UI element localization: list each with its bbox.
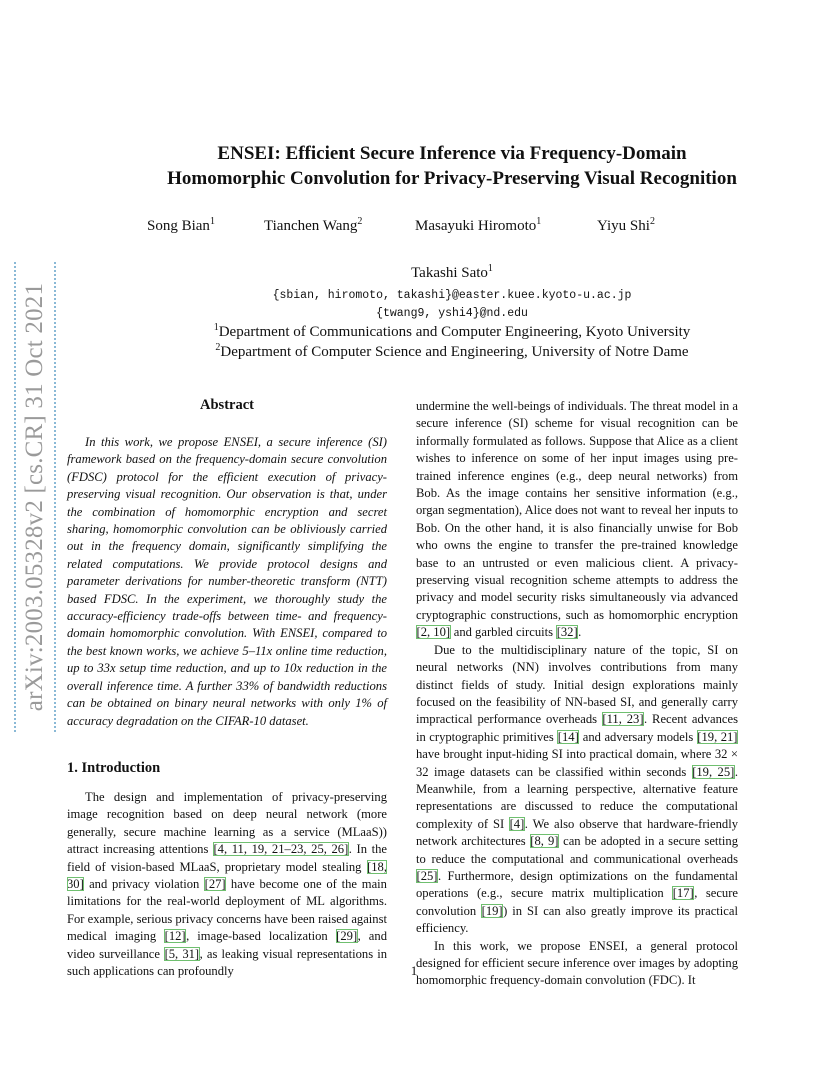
citation-link[interactable]: [17] bbox=[672, 886, 694, 901]
abstract-text bbox=[67, 434, 387, 730]
email-line-2[interactable]: {twang9, yshi4}@nd.edu bbox=[376, 307, 528, 320]
citation-link[interactable]: [32] bbox=[556, 625, 578, 640]
affiliation-2: $^2$Department of Computer Science and Engineering, University of Notre Dame bbox=[215, 342, 689, 360]
affiliation-1: $^1$Department of Communications and Computer Engineering, Kyoto University bbox=[213, 322, 691, 340]
author-2: Tianchen Wang$^2$ bbox=[264, 216, 363, 234]
author-5: Takashi Sato$^1$ bbox=[411, 263, 493, 281]
citation-link[interactable]: [12] bbox=[164, 929, 186, 944]
email-line-1[interactable]: {sbian, hiromoto, takashi}@easter.kuee.kyoto-u.ac.jp bbox=[272, 289, 632, 302]
intro-paragraph-3: In this work, we propose ENSEI, a general protocol designed for efficient secure inference over images by adopting homomorphic frequency-domain convolution (FDC). It bbox=[416, 938, 738, 988]
section-heading-introduction: 1. Introduction bbox=[67, 760, 161, 776]
arxiv-id[interactable]: arXiv:2003.05328v2 [cs.CR] 31 Oct 2021 bbox=[21, 282, 48, 712]
author-1: Song Bian$^1$ bbox=[147, 216, 215, 234]
citation-link[interactable]: [14] bbox=[557, 729, 579, 744]
intro-paragraph-1-cont: undermine the well-beings of individuals. The threat model in a secure inference (SI) scheme for visual recognition can be informally formulated as follows. Suppose that Alice as a client wishes to inference on some of her input images using pre-trained inference engines (e.g., deep neural networks) from Bob. As the image contains her sensitive information (e.g., organ segmentation), Alice does not want to reveal her inputs to Bob. On the other hand, it is also financially unwise for Bob who owns the engine to transfer the pre-trained knowledge base to an untrusted or even malicious client. A privacy-preserving visual recognition scheme attempts to address the privacy and model security risks simultaneously via advanced cryptographic constructions, such as homomorphic encryption [2, 10] and garbled circuits [32]. bbox=[416, 399, 738, 640]
abstract-heading: Abstract bbox=[200, 397, 254, 413]
citation-link[interactable]: [4, 11, 19, 21–23, 25, 26] bbox=[213, 842, 349, 857]
citation-link[interactable]: [27] bbox=[204, 877, 226, 892]
citation-link[interactable]: [19, 21] bbox=[697, 729, 738, 744]
author-4: Yiyu Shi$^2$ bbox=[597, 216, 655, 234]
paper-title bbox=[100, 141, 804, 191]
citation-link[interactable]: [11, 23] bbox=[602, 712, 644, 727]
citation-link[interactable]: [18, 30] bbox=[67, 859, 387, 892]
intro-paragraph-1: The design and implementation of privacy-preserving image recognition based on deep neural network (more generally, secure machine learning as a service (MLaaS)) attract increasing attentions [4, 11, 19, 21–23, 25, 26]. In the field of vision-based MLaaS, proprietary model stealing [18, 30] and privacy violation [27] have become one of the main limitations for the real-world deployment of ML algorithms. For example, serious privacy concerns have been raised against medical imaging [12], image-based localization [29], and video surveillance [5, 31], as leaking visual representations in such applications can profoundly bbox=[67, 790, 388, 979]
intro-paragraph-2: Due to the multidisciplinary nature of the topic, SI on neural networks (NN) involves contributions from many distinct fields of study. Initial design explorations mainly focused on the feasibility of NN-based SI, and generally carry impractical performance overheads [11, 23]. Recent advances in cryptographic primitives [14] and adversary models [19, 21] have brought input-hiding SI into practical domain, where 32 × 32 image datasets can be classified within seconds [19, 25]. Meanwhile, from a learning perspective, alternative feature representations are discussed to reduce the computational complexity of SI [4]. We also observe that hardware-friendly network architectures [8, 9] can be adopted in a secure setting to reduce the computational and communicational overheads [25]. Furthermore, design optimizations on the fundamental operations (e.g., secure matrix multiplication [17], secure convolution [19]) in SI can also greatly improve its practical efficiency. bbox=[416, 642, 739, 936]
arxiv-stamp bbox=[14, 262, 56, 732]
citation-link[interactable]: [19, 25] bbox=[692, 764, 735, 779]
abstract-paragraph: In this work, we propose ENSEI, a secure inference (SI) framework based on the frequency-domain secure convolution (FDSC) protocol for the efficient execution of privacy-preserving visual recognition. Our observation is that, under the combination of homomorphic encryption and secret sharing, homomorphic convolution can be obliviously carried out in the frequency domain, significantly simplifying the related computations. We provide protocol designs and parameter derivations for number-theoretic transform (NTT) based FDSC. In the experiment, we thoroughly study the accuracy-efficiency trade-offs between time- and frequency-domain homomorphic convolution. With ENSEI, compared to the best known works, we achieve 5–11x online time reduction, up to 33x setup time reduction, and up to 10x reduction in the overall inference time. A further 33% of bandwidth reductions can be obtained on binary neural networks with only 1% of accuracy degradation on the CIFAR-10 dataset. bbox=[67, 435, 387, 728]
citation-link[interactable]: [25] bbox=[416, 868, 438, 883]
page-number: 1 bbox=[410, 963, 418, 978]
citation-link[interactable]: [5, 31] bbox=[164, 946, 200, 961]
title-line-1: ENSEI: Efficient Secure Inference via Frequency-Domain bbox=[217, 143, 687, 164]
citation-link[interactable]: [29] bbox=[336, 929, 358, 944]
intro-left-column bbox=[67, 789, 387, 980]
author-3: Masayuki Hiromoto$^1$ bbox=[415, 216, 542, 234]
citation-link[interactable]: [19] bbox=[481, 903, 503, 918]
title-line-2: Homomorphic Convolution for Privacy-Preserving Visual Recognition bbox=[167, 168, 737, 189]
citation-link[interactable]: [4] bbox=[509, 816, 525, 831]
citation-link[interactable]: [8, 9] bbox=[530, 834, 559, 849]
citation-link[interactable]: [2, 10] bbox=[416, 625, 451, 640]
right-column bbox=[416, 398, 738, 990]
